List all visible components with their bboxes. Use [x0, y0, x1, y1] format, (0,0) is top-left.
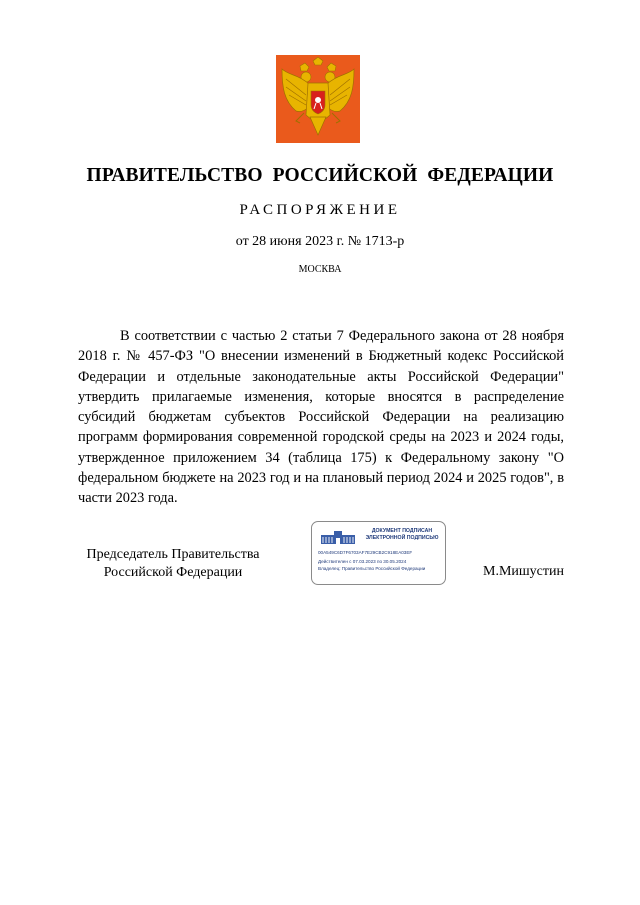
signatory-position-line1: Председатель Правительства: [86, 547, 260, 562]
body-paragraph: В соответствии с частью 2 статьи 7 Федерального закона от 28 ноября 2018 г. № 457-ФЗ "О внесении изменений в Бюджетный кодекс Российской Федерации и отдельные законодательные акты Российской Федерации" утвердить прилагаемые изменения, которые вносятся в распределение субсидий бюджетам субъектов Российской Федерации на реализацию программ формирования современной городской среды на 2023 и 2024 годы, утвержденное приложением 34 (таблица 175) к Федеральному закону "О федеральном бюджете на 2023 год и на плановый период 2024 и 2025 годов", в части 2023 года.: [78, 328, 564, 507]
stamp-title: [360, 528, 444, 541]
stamp-title-line1: ДОКУМЕНТ ПОДПИСАН: [371, 528, 433, 534]
signatory-position-line2: Российской Федерации: [103, 565, 243, 580]
coat-of-arms-emblem: [276, 55, 360, 143]
stamp-title-line2: ЭЛЕКТРОННОЙ ПОДПИСЬЮ: [365, 534, 439, 541]
electronic-signature-stamp: [311, 521, 446, 585]
government-title: ПРАВИТЕЛЬСТВО РОССИЙСКОЙ ФЕДЕРАЦИИ: [86, 165, 554, 186]
government-building-icon: [318, 528, 358, 546]
stamp-validity: Действителен с 07.03.2023 по 30.05.2024: [318, 559, 407, 564]
signatory-position: [78, 546, 268, 582]
document-type: РАСПОРЯЖЕНИЕ: [239, 202, 401, 218]
document-city: МОСКВА: [298, 264, 342, 275]
stamp-owner: Владелец: Правительство Российской Федерации: [318, 566, 426, 571]
stamp-certificate: 00A549C6D7F6703AF7E29CB2C918EA03EF: [318, 550, 413, 555]
signatory-name: М.Мишустин: [483, 564, 564, 579]
document-date-number: от 28 июня 2023 г. № 1713-р: [235, 234, 405, 249]
